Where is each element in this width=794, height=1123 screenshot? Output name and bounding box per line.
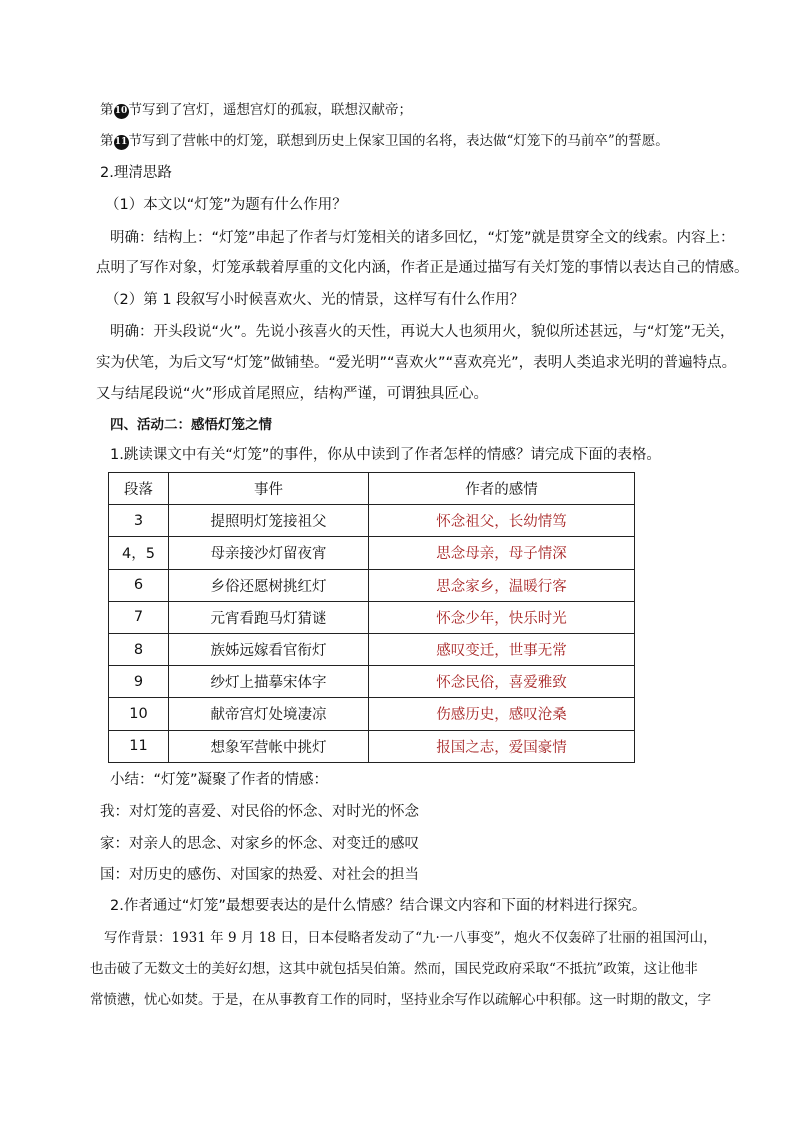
answer-1-line-1: 明确：结构上：“灯笼”串起了作者与灯笼相关的诸多回忆，“灯笼”就是贯穿全文的线索。内容上： <box>110 230 735 246</box>
cell-event: 族姊远嫁看官衔灯 <box>169 633 369 665</box>
table-row <box>109 537 635 569</box>
question-1: （1）本文以“灯笼”为题有什么作用？ <box>105 197 347 213</box>
background-line-3: 常愤懑，忧心如焚。于是，在从事教育工作的同时，坚持业余写作以疏解心中积郁。这一时期的散文，字 <box>90 992 711 1008</box>
header-feeling: 作者的感情 <box>369 473 635 505</box>
cell-event: 乡俗还愿树挑红灯 <box>169 569 369 601</box>
header-paragraph: 段落 <box>109 473 169 505</box>
section10-line <box>100 99 412 121</box>
section10-prefix: 第 <box>100 102 114 118</box>
table-row <box>109 730 635 762</box>
summary-title: 小结：“灯笼”凝聚了作者的情感： <box>110 772 329 788</box>
cell-paragraph: 11 <box>109 730 169 762</box>
answer-2-line-1: 明确：开头段说“火”。先说小孩喜火的天性，再说大人也须用火，貌似所述甚远，与“灯笼”无关， <box>110 324 735 340</box>
cell-event: 想象军营帐中挑灯 <box>169 730 369 762</box>
cell-paragraph: 4，5 <box>109 537 169 569</box>
answer-2-line-2: 实为伏笔，为后文写“灯笼”做铺垫。“爱光明”“喜欢火”“喜欢亮光”，表明人类追求光明的普遍特点。 <box>96 355 737 371</box>
section11-text: 节写到了营帐中的灯笼，联想到历史上保家卫国的名将，表达做“灯笼下的马前卒”的誓愿。 <box>128 133 669 149</box>
table-row <box>109 601 635 633</box>
cell-feeling: 怀念民俗，喜爱雅致 <box>369 666 635 698</box>
header-event: 事件 <box>169 473 369 505</box>
background-line-2: 也击破了无数文士的美好幻想，这其中就包括吴伯箫。然而，国民党政府采取“不抵抗”政策，这让他非 <box>90 961 698 977</box>
cell-event: 纱灯上描摹宋体字 <box>169 666 369 698</box>
cell-event: 献帝宫灯处境凄凉 <box>169 698 369 730</box>
cell-feeling: 思念家乡，温暖行客 <box>369 569 635 601</box>
circled-number-11: 11 <box>114 135 129 150</box>
cell-feeling: 伤感历史，感叹沧桑 <box>369 698 635 730</box>
cell-paragraph: 10 <box>109 698 169 730</box>
section10-text: 节写到了宫灯，遥想宫灯的孤寂，联想汉献帝； <box>128 102 412 118</box>
cell-paragraph: 3 <box>109 505 169 537</box>
cell-paragraph: 8 <box>109 633 169 665</box>
cell-event: 提照明灯笼接祖父 <box>169 505 369 537</box>
cell-feeling: 怀念少年，快乐时光 <box>369 601 635 633</box>
section11-prefix: 第 <box>100 133 114 149</box>
table-row <box>109 698 635 730</box>
cell-paragraph: 9 <box>109 666 169 698</box>
events-table <box>108 472 635 763</box>
table-header-row <box>109 473 635 505</box>
summary-me: 我：对灯笼的喜爱、对民俗的怀念、对时光的怀念 <box>100 804 419 820</box>
cell-event: 母亲接沙灯留夜宵 <box>169 537 369 569</box>
cell-feeling: 报国之志，爱国豪情 <box>369 730 635 762</box>
section11-line <box>100 130 669 152</box>
cell-event: 元宵看跑马灯猜谜 <box>169 601 369 633</box>
summary-home: 家：对亲人的思念、对家乡的怀念、对变迁的感叹 <box>100 836 419 852</box>
table-row <box>109 569 635 601</box>
summary-nation: 国：对历史的感伤、对国家的热爱、对社会的担当 <box>100 867 419 883</box>
activity-heading: 四、活动二：感悟灯笼之情 <box>110 417 272 433</box>
circled-number-10: 10 <box>114 104 129 119</box>
answer-2-line-3: 又与结尾段说“火”形成首尾照应，结构严谨，可谓独具匠心。 <box>96 386 489 402</box>
cell-feeling: 怀念祖父，长幼情笃 <box>369 505 635 537</box>
table-row <box>109 666 635 698</box>
answer-1-line-2: 点明了写作对象，灯笼承载着厚重的文化内涵，作者正是通过描写有关灯笼的事情以表达自己的情感。 <box>96 260 749 276</box>
cell-paragraph: 6 <box>109 569 169 601</box>
cell-paragraph: 7 <box>109 601 169 633</box>
activity-task-1: 1.跳读课文中有关“灯笼”的事件，你从中读到了作者怎样的情感？请完成下面的表格。 <box>110 447 661 463</box>
table-row <box>109 633 635 665</box>
background-line-1: 写作背景：1931 年 9 月 18 日，日本侵略者发动了“九·一八事变”，炮火不仅轰碎了壮丽的祖国河山， <box>104 930 717 946</box>
cell-feeling: 思念母亲，母子情深 <box>369 537 635 569</box>
section-heading-clarify: 2.理清思路 <box>100 165 172 181</box>
question-2: （2）第 1 段叙写小时候喜欢火、光的情景，这样写有什么作用？ <box>105 292 525 308</box>
activity-task-2: 2.作者通过“灯笼”最想要表达的是什么情感？结合课文内容和下面的材料进行探究。 <box>110 898 647 914</box>
cell-feeling: 感叹变迁，世事无常 <box>369 633 635 665</box>
table-row <box>109 505 635 537</box>
